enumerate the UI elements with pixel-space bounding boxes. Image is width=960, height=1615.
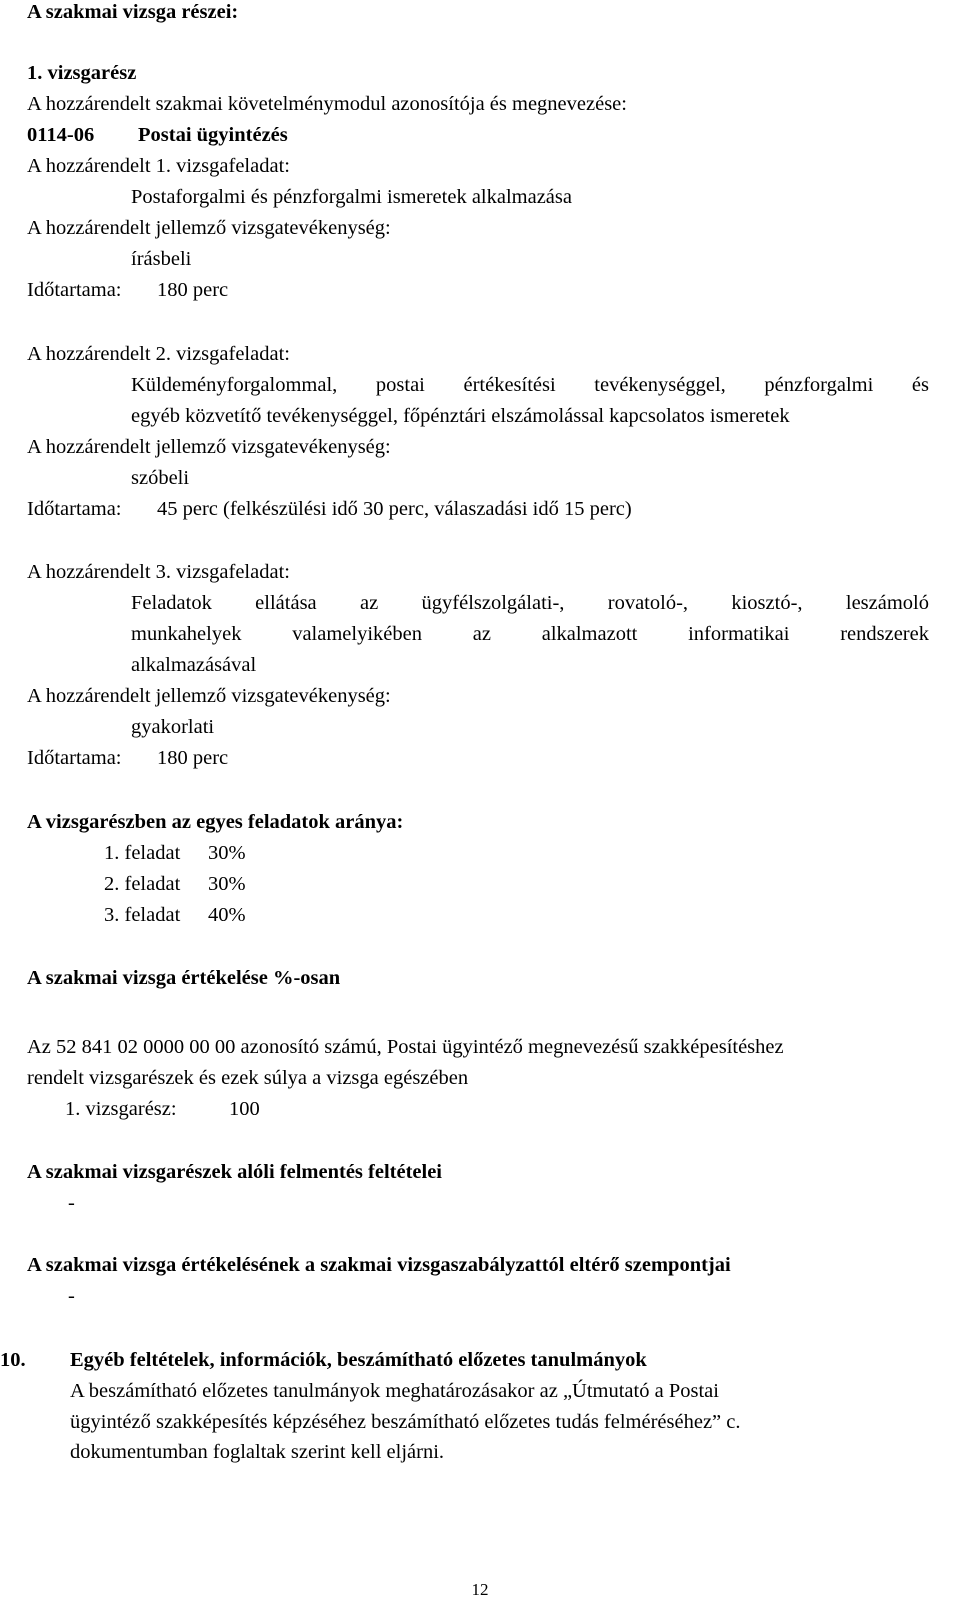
task3-name-line1: Feladatok ellátása az ügyfélszolgálati-, rovatoló-, kiosztó-, leszámoló [131, 592, 929, 614]
ratio-value: 40% [208, 904, 246, 926]
section10-line3: dokumentumban foglaltak szerint kell eljárni. [70, 1441, 445, 1463]
ratio-value: 30% [208, 842, 246, 864]
task2-label: A hozzárendelt 2. vizsgafeladat: [27, 343, 290, 365]
ratio-label: 2. feladat [104, 873, 181, 895]
evaluation-part-label: 1. vizsgarész: [65, 1098, 177, 1120]
task2-activity: szóbeli [131, 467, 190, 489]
module-identifier [27, 123, 288, 147]
evaluation-part-row [65, 1097, 260, 1121]
module-code: 0114-06 [27, 124, 95, 146]
task3-duration-label: Időtartama: [27, 747, 122, 769]
task3-activity-label: A hozzárendelt jellemző vizsgatevékenység: [27, 685, 391, 707]
section10-number: 10. [0, 1349, 26, 1371]
task3-activity: gyakorlati [131, 716, 215, 738]
deviation-title: A szakmai vizsga értékelésének a szakmai vizsgaszabályzattól eltérő szempontjai [27, 1254, 731, 1276]
task2-duration: 45 perc (felkészülési idő 30 perc, válaszadási idő 15 perc) [157, 498, 632, 520]
task3-name-line2: munkahelyek valamelyikében az alkalmazott informatikai rendszerek [131, 623, 929, 645]
task3-name-line3: alkalmazásával [131, 654, 257, 676]
task1-duration-row [27, 278, 228, 302]
section-heading: A szakmai vizsga részei: [27, 1, 239, 23]
module-label: A hozzárendelt szakmai követelménymodul azonosítója és megnevezése: [27, 93, 627, 115]
evaluation-text-line2: rendelt vizsgarészek és ezek súlya a vizsga egészében [27, 1067, 469, 1089]
ratio-row [104, 872, 246, 896]
task1-name: Postaforgalmi és pénzforgalmi ismeretek alkalmazása [131, 186, 572, 208]
task1-duration-label: Időtartama: [27, 279, 122, 301]
task3-duration-row [27, 746, 228, 770]
task1-activity: írásbeli [131, 248, 192, 270]
task1-label: A hozzárendelt 1. vizsgafeladat: [27, 155, 290, 177]
task2-duration-row [27, 497, 632, 521]
ratio-row [104, 841, 246, 865]
ratio-row [104, 903, 246, 927]
ratio-label: 3. feladat [104, 904, 181, 926]
ratio-label: 1. feladat [104, 842, 181, 864]
evaluation-part-value: 100 [229, 1098, 260, 1120]
ratios-title: A vizsgarészben az egyes feladatok aránya: [27, 811, 404, 833]
module-name: Postai ügyintézés [138, 124, 288, 146]
evaluation-title: A szakmai vizsga értékelése %-osan [27, 967, 341, 989]
section10-title: Egyéb feltételek, információk, beszámítható előzetes tanulmányok [70, 1349, 647, 1371]
task2-activity-label: A hozzárendelt jellemző vizsgatevékenység: [27, 436, 391, 458]
exemption-title: A szakmai vizsgarészek alóli felmentés feltételei [27, 1161, 442, 1183]
task3-label: A hozzárendelt 3. vizsgafeladat: [27, 561, 290, 583]
part1-title: 1. vizsgarész [27, 62, 137, 84]
task1-activity-label: A hozzárendelt jellemző vizsgatevékenység: [27, 217, 391, 239]
evaluation-text-line1: Az 52 841 02 0000 00 00 azonosító számú, Postai ügyintéző megnevezésű szakképesítéshez [27, 1036, 784, 1058]
task2-name-line2: egyéb közvetítő tevékenységgel, főpénztári elszámolással kapcsolatos ismeretek [131, 405, 790, 427]
exemption-value: - [68, 1192, 75, 1214]
section10-line2: ügyintéző szakképesítés képzéséhez beszámítható előzetes tudás felméréséhez” c. [70, 1411, 741, 1433]
task3-duration: 180 perc [157, 747, 229, 769]
task2-duration-label: Időtartama: [27, 498, 122, 520]
section10-line1: A beszámítható előzetes tanulmányok meghatározásakor az „Útmutató a Postai [70, 1380, 719, 1402]
task1-duration: 180 perc [157, 279, 229, 301]
ratio-value: 30% [208, 873, 246, 895]
page-number: 12 [471, 1580, 489, 1599]
deviation-value: - [68, 1285, 75, 1307]
task2-name-line1: Küldeményforgalommal, postai értékesítési tevékenységgel, pénzforgalmi és [131, 374, 929, 396]
